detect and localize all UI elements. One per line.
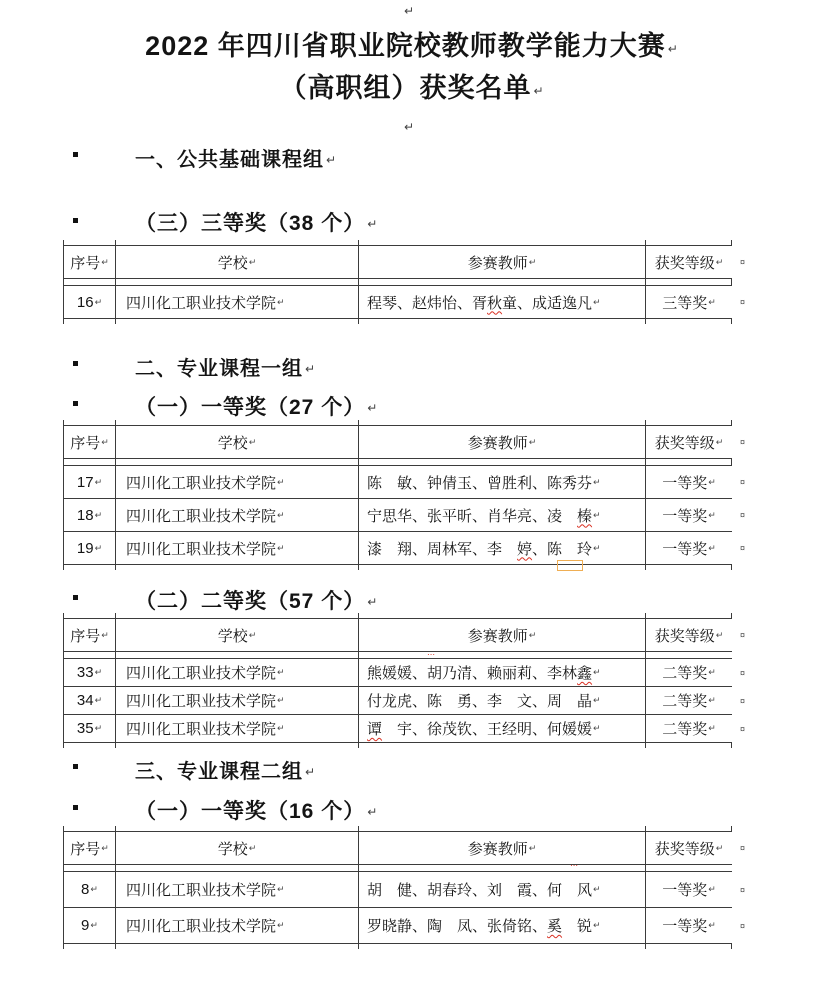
header-cell-school: 学校 ↵ [115,832,358,864]
row-end-mark: ¤ [739,723,745,734]
row-end-mark: ¤ [739,920,745,931]
row-end-mark: ¤ [739,630,745,640]
cell-mark: ↵ [90,920,98,930]
cell-mark: ↵ [528,436,537,447]
paragraph-mark: ↵ [533,84,545,98]
annotation-box [557,560,583,571]
paragraph-mark: ↵ [404,4,415,18]
cell-no: 19 ↵ [63,532,115,564]
cell-mark: ↵ [593,695,601,705]
table-header-row [63,831,745,865]
cell-mark: ↵ [101,436,109,447]
cell-no: 34 ↵ [63,687,115,714]
cell-school: 四川化工职业技术学院 ↵ [115,659,358,686]
table-crop-sliver [63,944,732,949]
paragraph-mark: ↵ [305,765,317,779]
cell-mark: ↵ [593,723,601,733]
title-text: （高职组）获奖名单 [279,73,532,103]
cell-school: 四川化工职业技术学院 ↵ [115,286,358,318]
spellcheck-squiggle: 谭 [367,721,383,738]
cell-mark: ↵ [708,920,716,930]
cell-mark: ↵ [277,542,285,553]
bullet-square-icon [73,361,78,366]
spellcheck-squiggle: 鑫 [577,665,593,682]
table-crop-sliver [63,319,732,324]
spellcheck-squiggle: 奚 [547,918,563,935]
cell-no: 33 ↵ [63,659,115,686]
table-row [63,285,745,319]
cell-mark: ↵ [593,884,601,894]
bullet-square-icon [73,764,78,769]
header-cell-award: 获奖等级 ↵ [645,426,732,458]
cell-no: 16 ↵ [63,286,115,318]
award-table-3 [63,613,745,748]
cell-mark: ↵ [277,667,285,677]
cell-school: 四川化工职业技术学院 ↵ [115,499,358,531]
cell-mark: ↵ [248,436,257,447]
cropped-squiggle-dots: ⋯ [427,650,436,659]
cell-mark: ↵ [94,667,103,677]
table-row [63,907,745,944]
subsection-heading-text: （三）三等奖（38 个） [135,212,366,235]
cell-teachers: 罗晓静、陶 凤、张倚铭、 奚 锐 ↵ [358,908,645,943]
header-cell-school: 学校 ↵ [115,426,358,458]
cell-school: 四川化工职业技术学院 ↵ [115,532,358,564]
cell-mark: ↵ [90,884,98,894]
table-row [63,871,745,907]
cell-mark: ↵ [708,695,716,705]
paragraph-mark: ↵ [367,217,379,231]
cell-mark: ↵ [277,296,285,307]
award-table-4 [63,826,745,949]
cell-mark: ↵ [708,884,716,894]
cell-mark: ↵ [248,629,257,640]
cell-mark: ↵ [277,476,285,487]
section-heading-text: 三、专业课程二组 [135,761,303,783]
cell-no: 9 ↵ [63,908,115,943]
cell-mark: ↵ [94,542,103,553]
cell-award: 一等奖 ↵ [645,908,732,943]
header-cell-teachers: 参赛教师 ↵ [358,832,645,864]
cell-mark: ↵ [101,256,109,267]
subsection-heading-text: （二）二等奖（57 个） [135,590,366,613]
header-cell-no: 序号 ↵ [63,426,115,458]
cell-mark: ↵ [708,667,716,677]
cell-award: 三等奖 ↵ [645,286,732,318]
header-cell-award: 获奖等级 ↵ [645,832,732,864]
paragraph-mark: ↵ [404,120,415,134]
cell-teachers: 谭 宇、徐茂钦、王经明、何媛媛 ↵ [358,715,645,742]
header-cell-no: 序号 ↵ [63,832,115,864]
table-crop-sliver [63,565,732,570]
spellcheck-squiggle: 榛 [577,507,593,525]
award-table-1 [63,240,745,324]
table-row [63,498,745,531]
cell-mark: ↵ [277,509,285,520]
cell-mark: ↵ [593,667,601,677]
paragraph-mark: ↵ [367,805,379,819]
row-end-mark: ¤ [739,510,745,520]
cell-teachers: 熊媛媛、胡乃清、赖丽莉、李林 鑫 ↵ [358,659,645,686]
paragraph-mark: ↵ [367,401,379,415]
document-title-line1 [0,24,824,63]
subsection-heading-text: （一）一等奖（16 个） [135,800,366,823]
cell-mark: ↵ [593,296,601,307]
header-cell-no: 序号 ↵ [63,246,115,278]
paragraph-mark: ↵ [326,153,338,167]
cell-mark: ↵ [715,256,724,267]
cell-mark: ↵ [715,842,724,853]
cell-mark: ↵ [593,920,601,930]
table-header-row [63,425,745,459]
cell-mark: ↵ [593,509,601,520]
cell-mark: ↵ [708,723,716,733]
cell-award: 一等奖 ↵ [645,532,732,564]
paragraph-mark: ↵ [305,362,317,376]
row-end-mark: ¤ [739,543,745,553]
cell-teachers: 程琴、赵炜怡、胥 秋 童、成适逸凡 ↵ [358,286,645,318]
cell-mark: ↵ [708,476,716,487]
section-heading-1 [135,143,337,172]
cell-mark: ↵ [715,436,724,447]
cell-school: 四川化工职业技术学院 ↵ [115,908,358,943]
header-cell-award: 获奖等级 ↵ [645,246,732,278]
table-row [63,531,745,565]
document-title-line2 [0,66,824,105]
header-cell-school: 学校 ↵ [115,619,358,651]
title-text: 2022 年四川省职业院校教师教学能力大赛 [145,31,666,61]
spellcheck-squiggle: 婷 [517,540,533,558]
table-row [63,658,745,686]
cell-award: 一等奖 ↵ [645,499,732,531]
subsection-heading-text: （一）一等奖（27 个） [135,396,366,419]
cell-no: 8 ↵ [63,872,115,907]
cell-mark: ↵ [528,842,537,853]
row-end-mark: ¤ [739,843,745,853]
cell-teachers: 胡 健、胡春玲、刘 霞、何 风 ↵ [358,872,645,907]
cell-teachers: 付龙虎、陈 勇、李 文、周 晶 ↵ [358,687,645,714]
header-cell-teachers: 参赛教师 ↵ [358,426,645,458]
cell-mark: ↵ [94,476,103,487]
header-cell-school: 学校 ↵ [115,246,358,278]
table-header-row [63,618,745,652]
cell-school: 四川化工职业技术学院 ↵ [115,466,358,498]
cell-no: 35 ↵ [63,715,115,742]
award-table-2 [63,420,745,570]
cell-school: 四川化工职业技术学院 ↵ [115,715,358,742]
cell-mark: ↵ [708,542,716,553]
paragraph-mark: ↵ [667,42,679,56]
row-end-mark: ¤ [739,884,745,895]
header-cell-award: 获奖等级 ↵ [645,619,732,651]
cell-mark: ↵ [277,723,285,733]
cell-mark: ↵ [94,723,103,733]
row-end-mark: ¤ [739,477,745,487]
cell-award: 一等奖 ↵ [645,466,732,498]
row-end-mark: ¤ [739,257,745,267]
cell-mark: ↵ [528,629,537,640]
cell-school: 四川化工职业技术学院 ↵ [115,872,358,907]
cell-mark: ↵ [248,256,257,267]
cell-mark: ↵ [94,296,103,307]
subsection-heading-first-prize-g2 [135,795,378,825]
subsection-heading-third-prize [135,207,378,237]
cell-no: 17 ↵ [63,466,115,498]
cell-mark: ↵ [94,695,103,705]
row-end-mark: ¤ [739,437,745,447]
cell-teachers: 陈 敏、钟倩玉、曾胜利、陈秀芬 ↵ [358,466,645,498]
cell-mark: ↵ [708,509,716,520]
table-row [63,465,745,498]
cell-mark: ↵ [101,842,109,853]
subsection-heading-second-prize-g1 [135,585,378,615]
cell-award: 一等奖 ↵ [645,872,732,907]
cell-mark: ↵ [593,542,601,553]
bullet-square-icon [73,805,78,810]
cell-award: 二等奖 ↵ [645,715,732,742]
cell-award: 二等奖 ↵ [645,659,732,686]
section-heading-text: 一、公共基础课程组 [135,149,324,171]
section-heading-3 [135,755,316,784]
cell-mark: ↵ [708,296,716,307]
row-end-mark: ¤ [739,695,745,706]
table-row [63,714,745,743]
header-cell-teachers: 参赛教师 ↵ [358,619,645,651]
cell-mark: ↵ [94,509,103,520]
cell-mark: ↵ [593,476,601,487]
paragraph-mark: ↵ [367,595,379,609]
cell-teachers: 宁思华、张平昕、肖华亮、凌 榛 ↵ [358,499,645,531]
table-row [63,686,745,714]
cell-award: 二等奖 ↵ [645,687,732,714]
header-cell-no: 序号 ↵ [63,619,115,651]
cell-mark: ↵ [528,256,537,267]
cell-mark: ↵ [277,695,285,705]
cell-teachers: 漆 翔、周林军、李 婷 、陈 玲 ↵ [358,532,645,564]
bullet-square-icon [73,218,78,223]
bullet-square-icon [73,595,78,600]
cell-mark: ↵ [101,629,109,640]
cell-mark: ↵ [277,884,285,894]
table-header-row [63,245,745,279]
cell-mark: ↵ [715,629,724,640]
bullet-square-icon [73,401,78,406]
cell-school: 四川化工职业技术学院 ↵ [115,687,358,714]
cell-no: 18 ↵ [63,499,115,531]
section-heading-text: 二、专业课程一组 [135,358,303,380]
spellcheck-squiggle: 秋 [487,294,503,312]
subsection-heading-first-prize-g1 [135,391,378,421]
table-crop-sliver [63,743,732,748]
section-heading-2 [135,352,316,381]
row-end-mark: ¤ [739,667,745,678]
cropped-squiggle-dots: ⋯ [570,861,579,870]
header-cell-teachers: 参赛教师 ↵ [358,246,645,278]
cell-mark: ↵ [277,920,285,930]
cell-mark: ↵ [248,842,257,853]
row-end-mark: ¤ [739,297,745,307]
bullet-square-icon [73,152,78,157]
